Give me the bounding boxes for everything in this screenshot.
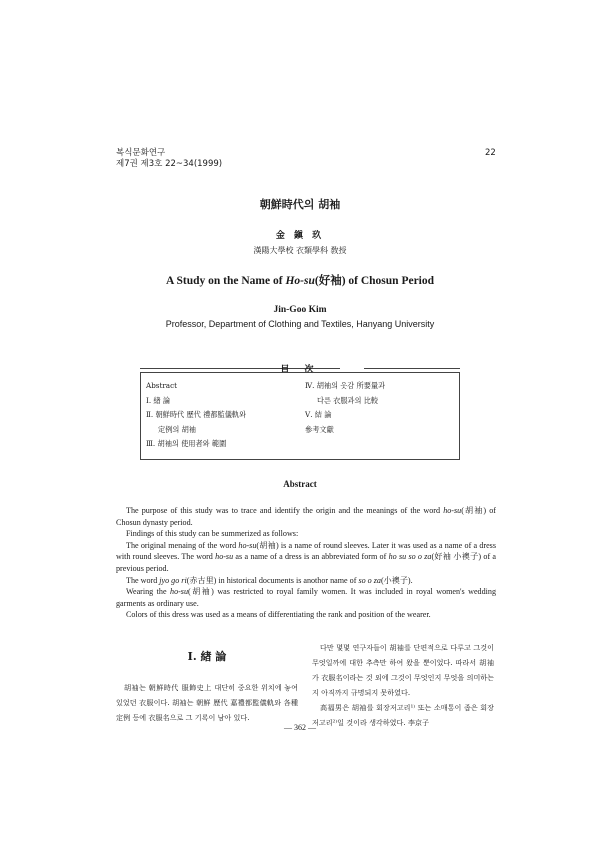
italic-term: ho-su bbox=[170, 587, 189, 597]
toc-left-column bbox=[146, 379, 246, 452]
italic-term: jyo go ri bbox=[159, 575, 187, 585]
text-run: The word bbox=[126, 575, 160, 585]
text-run: (胡袖) of Chosun dynasty period. bbox=[116, 506, 496, 527]
abstract-paragraph bbox=[116, 575, 496, 587]
body-paragraph: 高福男은 胡袖를 회장저고리¹⁾ 또는 소매통이 좁은 회장저고리²⁾일 것이라 생각하였다. 李京子 bbox=[312, 703, 494, 727]
journal-volume: 제7권 제3호 22~34(1999) bbox=[116, 159, 223, 169]
body-column-right bbox=[312, 640, 494, 730]
english-title bbox=[0, 272, 600, 288]
abstract-heading: Abstract bbox=[283, 479, 317, 489]
body-column-left bbox=[116, 680, 298, 725]
text-run: Wearing the bbox=[126, 587, 171, 597]
text-run: The purpose of this study was to trace and identify the origin and the meanings of the word bbox=[126, 506, 444, 515]
toc-item: Ⅱ. 朝鮮時代 歷代 禮都監儀軌와 bbox=[146, 410, 247, 420]
journal-name: 복식문화연구 bbox=[116, 148, 166, 158]
toc-item: Ⅴ. 結 論 bbox=[305, 410, 332, 420]
text-run: (赤古里) in historical documents is anothor name of bbox=[186, 575, 359, 585]
toc-item: 定例의 胡袖 bbox=[158, 424, 196, 434]
italic-term: ho-su bbox=[215, 552, 234, 562]
toc-item: Ⅲ. 胡袖의 使用者와 範圍 bbox=[146, 439, 227, 449]
text-run: (胡袖) is a name of round sleeves. Later it was used as a name of a dress with round sleeves. The word bbox=[116, 540, 496, 562]
abstract-paragraph: Colors of this dress was used as a means of differentiating the rank and position of the wearer. bbox=[126, 610, 431, 620]
abstract-body bbox=[116, 505, 496, 621]
toc-item: 다른 衣服과의 比較 bbox=[317, 395, 379, 405]
body-paragraph: 다만 몇몇 연구자들이 胡袖를 단편적으로 다루고 그것이 무엇일까에 대한 추측만 하여 왔을 뿐이었다. 따라서 胡袖가 衣服名이라는 것 외에 그것이 무엇인지 무엇을 의미하는지 아직까지 규명되지 못하였다. bbox=[312, 643, 494, 697]
italic-term: ho-su bbox=[238, 540, 257, 550]
text-run: (小襖子). bbox=[380, 575, 413, 585]
journal-header bbox=[116, 148, 222, 170]
page-number: 22 bbox=[485, 148, 496, 158]
toc-rule-right bbox=[364, 368, 460, 369]
toc-right-column bbox=[305, 379, 385, 437]
english-title-italic: Ho-su bbox=[285, 275, 315, 287]
toc-item: Ⅰ. 緖 論 bbox=[146, 395, 171, 405]
body-paragraph: 胡袖는 朝鮮時代 服飾史上 대단히 중요한 위치에 놓여 있었던 衣服이다. 胡袖는 朝鮮 歷代 嘉禮都監儀軌와 各種 定例 등에 衣服名으로 그 기록이 남아 있다. bbox=[116, 683, 298, 722]
italic-term: so o za bbox=[358, 575, 381, 585]
text-run: (好袖 小襖子) of a previous period. bbox=[116, 552, 497, 573]
english-title-pre: A Study on the Name of bbox=[165, 275, 286, 287]
abstract-paragraph: Findings of this study can be summerized as follows: bbox=[126, 529, 299, 539]
english-affiliation: Professor, Department of Clothing and Textiles, Hanyang University bbox=[165, 319, 435, 329]
toc-item: 參考文獻 bbox=[305, 424, 334, 434]
english-author: Jin-Goo Kim bbox=[273, 305, 327, 315]
text-run: (胡袖) was restricted to royal family women. It was included in royal women's wedding garments as ordinary use. bbox=[116, 587, 496, 608]
toc-item: Ⅳ. 胡袖의 옷감 所要量과 bbox=[305, 381, 386, 390]
toc-item: Abstract bbox=[146, 381, 178, 390]
english-title-post: (好袖) of Chosun Period bbox=[314, 275, 435, 287]
section-heading: Ⅰ. 緖 論 bbox=[187, 650, 227, 663]
toc-label: 目 次 bbox=[280, 365, 320, 375]
korean-title: 朝鮮時代의 胡袖 bbox=[259, 198, 341, 211]
abstract-paragraph bbox=[116, 586, 496, 609]
text-run: The original menaing of the word bbox=[126, 540, 239, 550]
abstract-paragraph bbox=[116, 505, 496, 528]
italic-term: ho-su bbox=[443, 506, 462, 515]
text-run: as a name of a dress is an abbreviated form of bbox=[233, 552, 389, 562]
korean-affiliation: 漢陽大學校 衣類學科 敎授 bbox=[253, 246, 347, 255]
korean-author: 金 鎭 玖 bbox=[275, 231, 325, 241]
italic-term: ho su so o za bbox=[388, 552, 432, 562]
abstract-paragraph bbox=[116, 540, 496, 575]
page-footer: — 362 — bbox=[284, 723, 316, 732]
